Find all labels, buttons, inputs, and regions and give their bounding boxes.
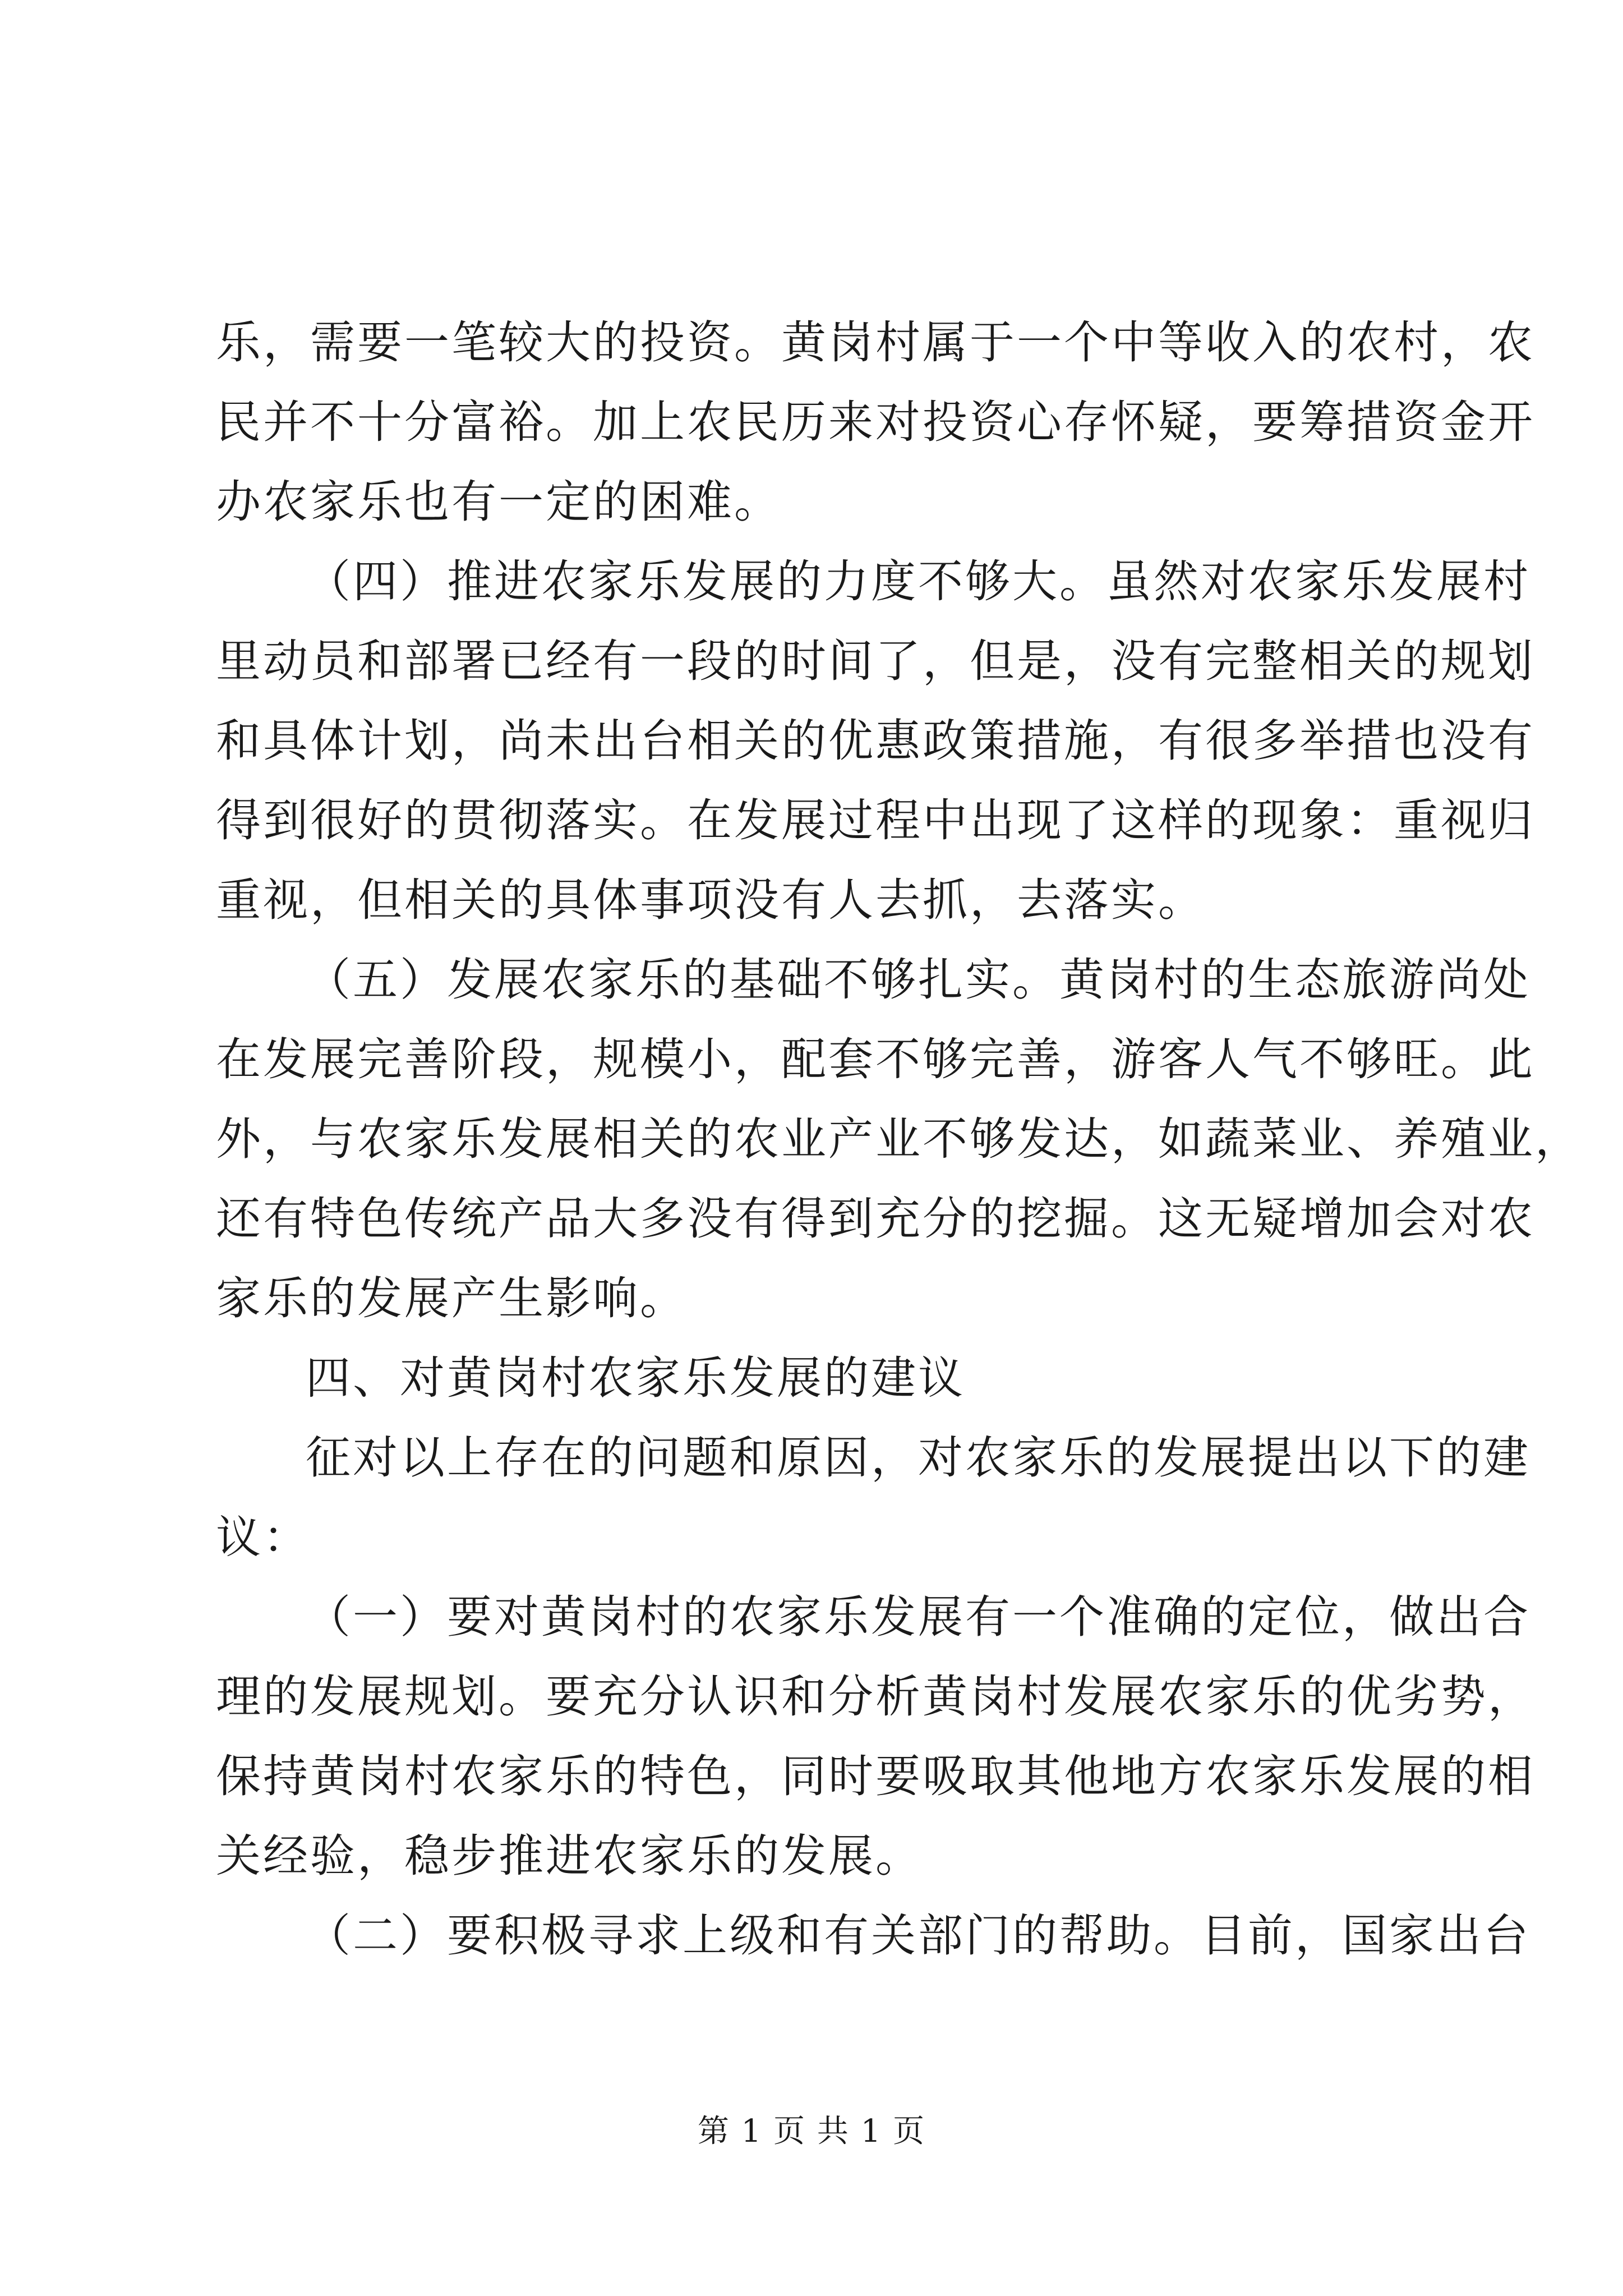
- paragraph-heading-line: （一）要对黄岗村的农家乐发展有一个准确的定位，做出合: [306, 1591, 1530, 1643]
- text-line: 办农家乐也有一定的困难。: [216, 476, 781, 528]
- text-line: 在发展完善阶段，规模小，配套不够完善，游客人气不够旺。此: [216, 1033, 1535, 1085]
- paragraph-heading-line: （五）发展农家乐的基础不够扎实。黄岗村的生态旅游尚处: [306, 954, 1530, 1006]
- text-line: 重视，但相关的具体事项没有人去抓，去落实。: [216, 874, 1205, 926]
- text-line: 和具体计划，尚未出台相关的优惠政策措施，有很多举措也没有: [216, 715, 1535, 767]
- text-line: 里动员和部署已经有一段的时间了，但是，没有完整相关的规划: [216, 635, 1535, 687]
- text-line: 理的发展规划。要充分认识和分析黄岗村发展农家乐的优劣势，: [216, 1671, 1535, 1723]
- text-line: 乐，需要一笔较大的投资。黄岗村属于一个中等收入的农村，农: [216, 316, 1535, 369]
- text-line: 还有特色传统产品大多没有得到充分的挖掘。这无疑增加会对农: [216, 1193, 1535, 1245]
- document-body: [216, 303, 1582, 1976]
- text-line: 关经验，稳步推进农家乐的发展。: [216, 1830, 923, 1882]
- text-line: 家乐的发展产生影响。: [216, 1272, 687, 1324]
- paragraph-heading-line: （二）要积极寻求上级和有关部门的帮助。目前，国家出台: [306, 1910, 1530, 1962]
- paragraph-heading-line: （四）推进农家乐发展的力度不够大。虽然对农家乐发展村: [306, 555, 1530, 608]
- text-line: 民并不十分富裕。加上农民历来对投资心存怀疑，要筹措资金开: [216, 396, 1535, 448]
- section-heading: 四、对黄岗村农家乐发展的建议: [306, 1352, 965, 1404]
- page-number-footer: 第 1 页 共 1 页: [697, 2113, 926, 2150]
- text-line: 保持黄岗村农家乐的特色，同时要吸取其他地方农家乐发展的相: [216, 1750, 1535, 1802]
- text-line: 外，与农家乐发展相关的农业产业不够发达，如蔬菜业、养殖业，: [216, 1113, 1582, 1165]
- text-line: 议：: [216, 1511, 310, 1563]
- text-line: 征对以上存在的问题和原因，对农家乐的发展提出以下的建: [306, 1432, 1530, 1484]
- text-line: 得到很好的贯彻落实。在发展过程中出现了这样的现象：重视归: [216, 794, 1535, 846]
